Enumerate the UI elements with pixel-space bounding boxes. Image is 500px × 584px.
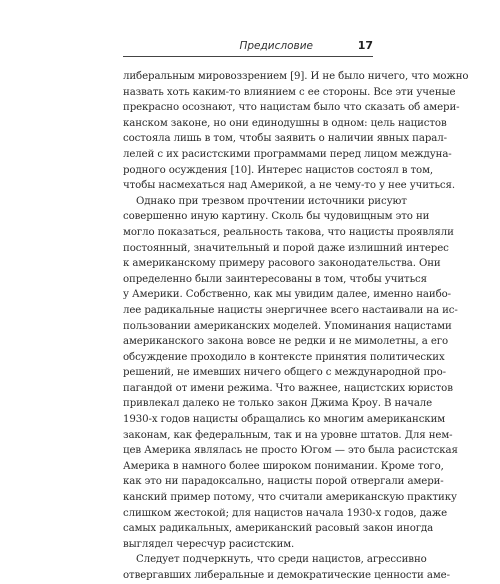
text-line: выглядел чересчур расистским. bbox=[123, 538, 295, 550]
text-line: решений, не имевших ничего общего с международной про- bbox=[123, 367, 446, 379]
text-line: Америка в намного более широком понимании. Кроме того, bbox=[123, 460, 444, 472]
text-line: прекрасно осознают, что нацистам было что сказать об амери- bbox=[123, 102, 460, 114]
text-line: как это ни парадоксально, нацисты порой отвергали амери- bbox=[123, 476, 444, 488]
running-head bbox=[123, 40, 373, 54]
text-line: к американскому примеру расового законодательства. Они bbox=[123, 258, 441, 270]
text-line: определенно были заинтересованы в том, чтобы учиться bbox=[123, 273, 427, 285]
text-line: самых радикальных, американский расовый закон иногда bbox=[123, 523, 434, 535]
text-line: состояла лишь в том, чтобы заявить о наличии явных парал- bbox=[123, 133, 447, 145]
paragraph bbox=[123, 552, 450, 583]
text-line: совершенно иную картину. Сколь бы чудовищным это ни bbox=[123, 211, 430, 223]
text-line: у Америки. Собственно, как мы увидим далее, именно наибо- bbox=[123, 289, 451, 301]
text-line: чтобы насмехаться над Америкой, а не чему-то у нее учиться. bbox=[123, 180, 455, 192]
text-line: обсуждение проходило в контексте принятия политических bbox=[123, 351, 445, 363]
text-line: могло показаться, реальность такова, что нацисты проявляли bbox=[123, 226, 454, 238]
text-line: американского закона вовсе не редки и не мимолетны, а его bbox=[123, 336, 449, 348]
running-head-section-title: Предисловие bbox=[239, 40, 313, 52]
text-line: лелей с их расистскими программами перед лицом междуна- bbox=[123, 148, 452, 160]
text-line: цев Америка являлась не просто Югом — это была расистская bbox=[123, 445, 458, 457]
text-line: 1930-х годов нацисты обращались ко многим американским bbox=[123, 414, 446, 426]
text-line: слишком жестокой; для нацистов начала 1930-х годов, даже bbox=[123, 507, 448, 519]
text-line: лее радикальные нацисты энергичнее всего настаивали на ис- bbox=[123, 304, 458, 316]
text-line: законам, как федеральным, так и на уровне штатов. Для нем- bbox=[123, 429, 453, 441]
body-text bbox=[123, 69, 469, 584]
header-rule bbox=[123, 56, 373, 57]
text-line: Однако при трезвом прочтении источники рисуют bbox=[136, 195, 407, 207]
text-line: привлекал далеко не только закон Джима Кроу. В начале bbox=[123, 398, 433, 410]
text-line: Следует подчеркнуть, что среди нацистов, агрессивно bbox=[136, 554, 427, 566]
text-line: либеральным мировоззрением [9]. И не было ничего, что можно bbox=[123, 71, 469, 82]
paragraph bbox=[123, 69, 469, 194]
text-line: родного осуждения [10]. Интерес нацистов состоял в том, bbox=[123, 164, 434, 176]
text-line: постоянный, значительный и порой даже излишний интерес bbox=[123, 242, 449, 254]
paragraph bbox=[123, 194, 458, 553]
text-line: назвать хоть каким-то влиянием с ее стороны. Все эти ученые bbox=[123, 86, 456, 98]
text-line: пагандой от имени режима. Что важнее, нацистских юристов bbox=[123, 382, 453, 394]
text-line: канский пример потому, что считали американскую практику bbox=[123, 492, 457, 504]
text-line: отвергавших либеральные и демократические ценности аме- bbox=[123, 570, 450, 581]
text-line: канском законе, но они единодушны в одном: цель нацистов bbox=[123, 117, 447, 129]
text-line: пользовании американских моделей. Упоминания нацистами bbox=[123, 320, 452, 332]
page-number: 17 bbox=[357, 39, 373, 52]
